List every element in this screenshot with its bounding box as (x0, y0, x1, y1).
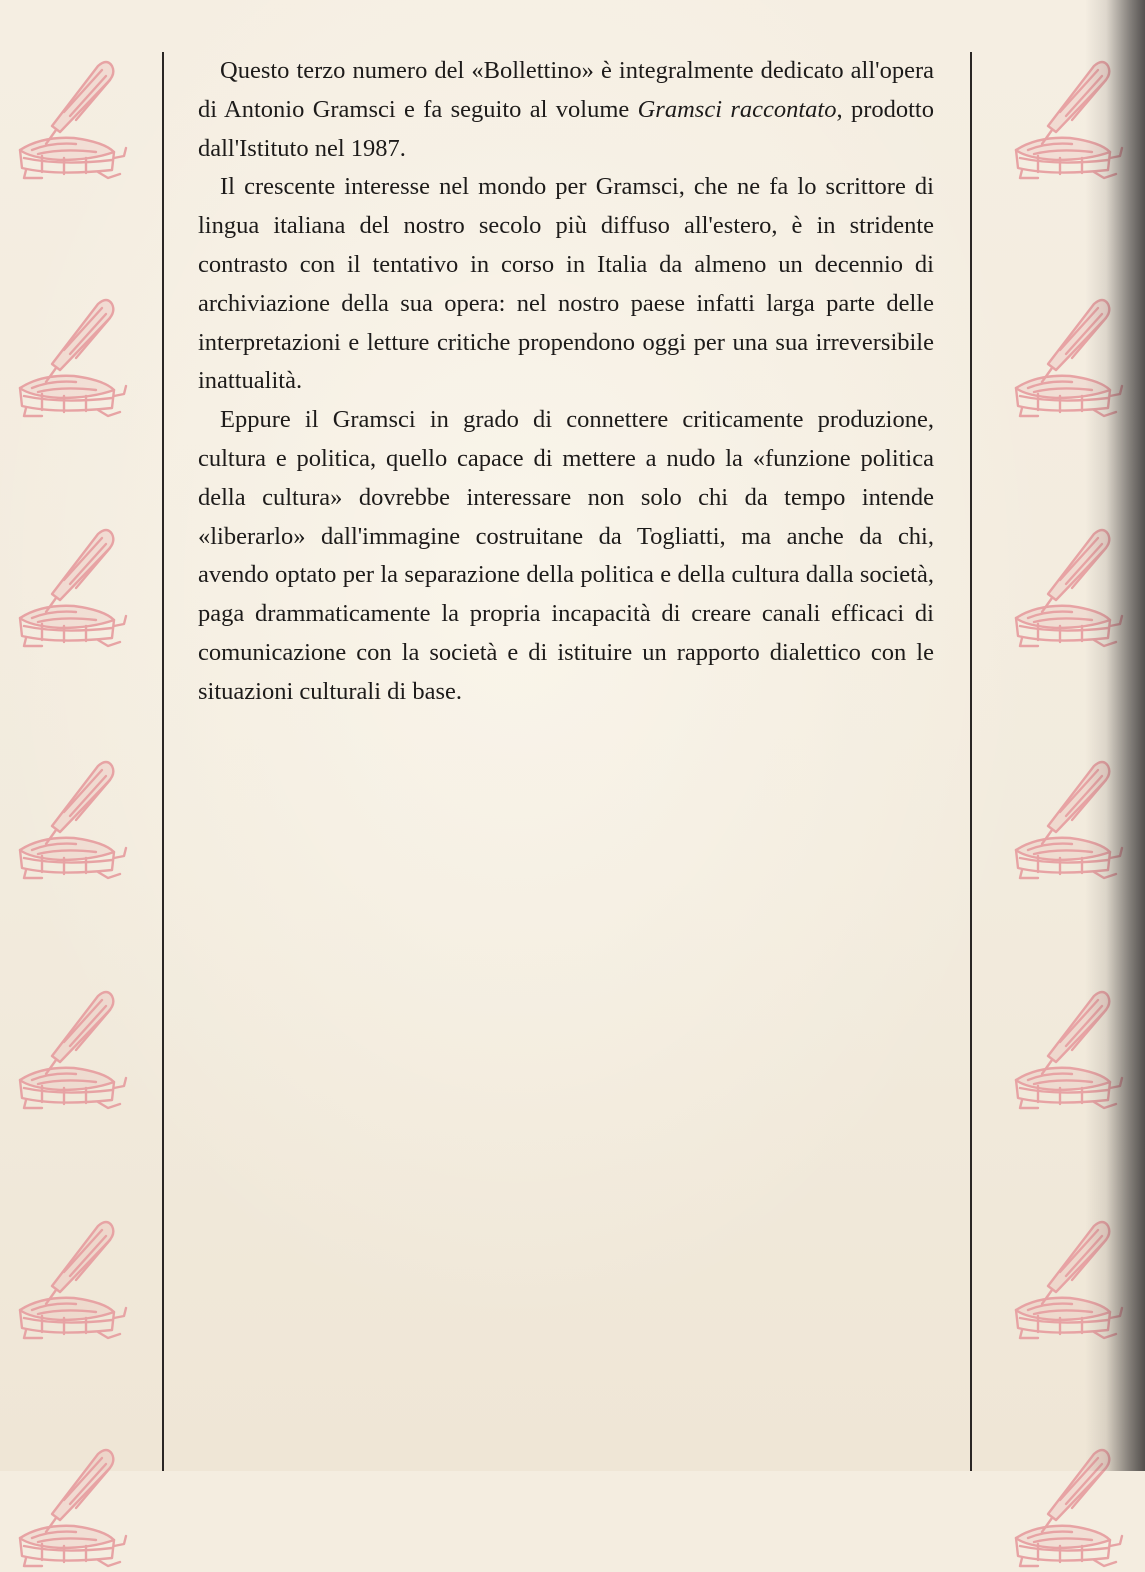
gramophone-icon (12, 290, 132, 422)
right-margin-rule (970, 52, 972, 1471)
paragraph-2-text: Il crescente interesse nel mondo per Gramsci, che ne fa lo scrittore di lingua italiana del nostro secolo più diffuso all'estero, è in stridente contrasto con il tentativo in corso in Italia da almeno un decennio di archiviazione della sua opera: nel nostro paese infatti larga parte delle interpretazioni e letture critiche propendono oggi per una sua irreversibile inattualità. (198, 173, 934, 395)
paragraph-2 (198, 168, 934, 401)
gramophone-icon (12, 982, 132, 1114)
gramophone-icon (12, 520, 132, 652)
paragraph-3 (198, 401, 934, 711)
paragraph-1 (198, 52, 934, 168)
book-title: Gramsci raccontato (637, 95, 837, 123)
paragraph-1-text: Questo terzo numero del «Bollettino» è integralmente dedicato all'opera di Antonio Gramsci e fa seguito al volume (198, 57, 934, 123)
gramophone-icon (12, 752, 132, 884)
gramophone-icon (12, 52, 132, 184)
paragraph-1-text-end: , prodotto dall'Istituto nel 1987. (198, 95, 934, 162)
left-stamp-border (12, 0, 142, 1471)
paragraph-3-text: Eppure il Gramsci in grado di connettere criticamente produzione, cultura e politica, quello capace di mettere a nudo la «funzione politica della cultura» dovrebbe interessare non solo chi da tempo intende «liberarlo» dall'immagine costruitane da Togliatti, ma anche da chi, avendo optato per la separazione della politica e della cultura dalla società, paga drammaticamente la propria incapacità di creare canali efficaci di comunicazione con la società e di istituire un rapporto dialettico con le situazioni culturali di base. (198, 406, 934, 705)
gramophone-icon (12, 1212, 132, 1344)
gramophone-icon (12, 1440, 132, 1572)
left-margin-rule (162, 52, 164, 1471)
page-edge-shadow (1085, 0, 1145, 1471)
body-text (198, 52, 934, 712)
